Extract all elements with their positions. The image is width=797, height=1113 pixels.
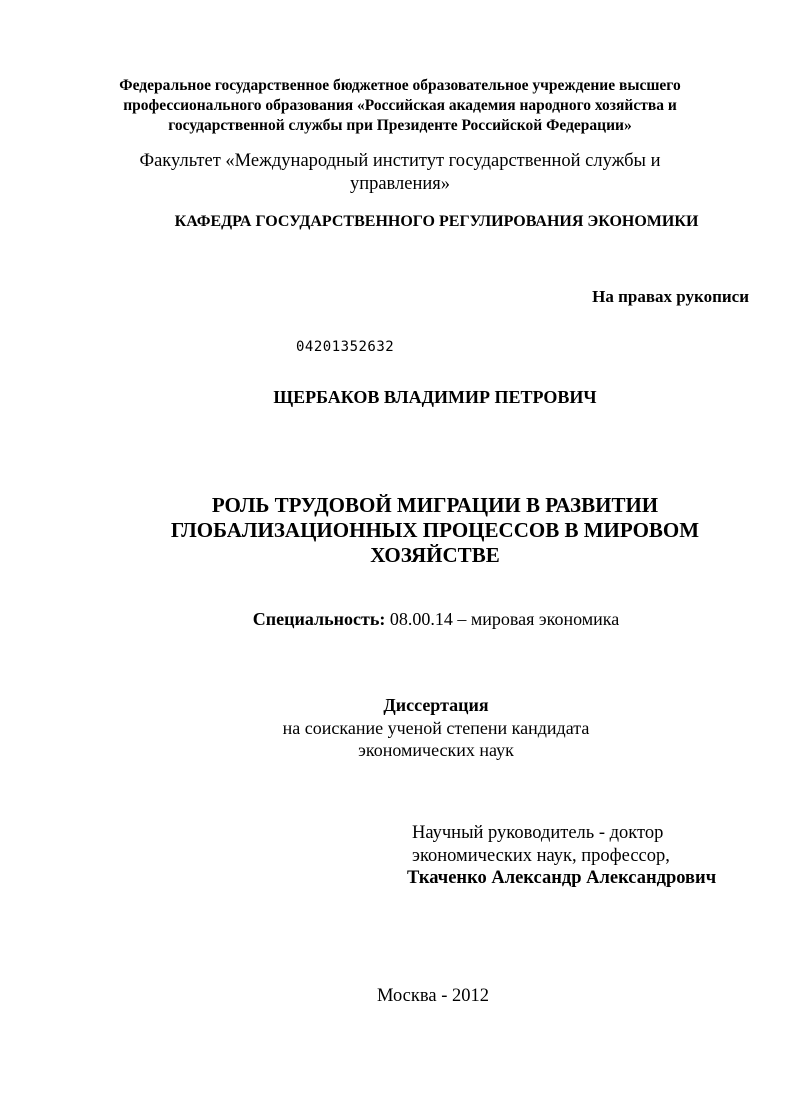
thesis-title-line-3: ХОЗЯЙСТВЕ: [370, 543, 500, 567]
specialty: [0, 609, 797, 630]
institution-line-1: Федеральное государственное бюджетное образовательное учреждение высшего: [119, 77, 681, 94]
specialty-value: 08.00.14 – мировая экономика: [385, 609, 620, 629]
city-year: Москва - 2012: [376, 986, 489, 1006]
rights-note: На правах рукописи: [592, 287, 749, 306]
author-name: ЩЕРБАКОВ ВЛАДИМИР ПЕТРОВИЧ: [273, 387, 597, 407]
dissertation-line-1: на соискание ученой степени кандидата: [282, 718, 590, 738]
institution-line-2: профессионального образования «Российская академия народного хозяйства и: [123, 97, 677, 114]
dissertation-heading: Диссертация: [383, 695, 489, 715]
supervisor-line-1: Научный руководитель - доктор: [412, 823, 664, 843]
supervisor-line-2: экономических наук, профессор,: [412, 846, 670, 866]
faculty-line-2: управления»: [349, 174, 451, 194]
faculty-line-1: Факультет «Международный институт государственной службы и: [139, 151, 661, 171]
institution-line-3: государственной службы при Президенте Российской Федерации»: [168, 117, 632, 134]
thesis-title-line-2: ГЛОБАЛИЗАЦИОННЫХ ПРОЦЕССОВ В МИРОВОМ: [170, 518, 700, 542]
thesis-title-line-1: РОЛЬ ТРУДОВОЙ МИГРАЦИИ В РАЗВИТИИ: [211, 493, 659, 517]
specialty-label: Специальность:: [252, 609, 386, 629]
department: КАФЕДРА ГОСУДАРСТВЕННОГО РЕГУЛИРОВАНИЯ ЭКОНОМИКИ: [174, 213, 699, 230]
supervisor-name: Ткаченко Александр Александрович: [407, 868, 717, 888]
catalog-number: 04201352632: [296, 339, 395, 355]
dissertation-line-2: экономических наук: [358, 740, 514, 760]
